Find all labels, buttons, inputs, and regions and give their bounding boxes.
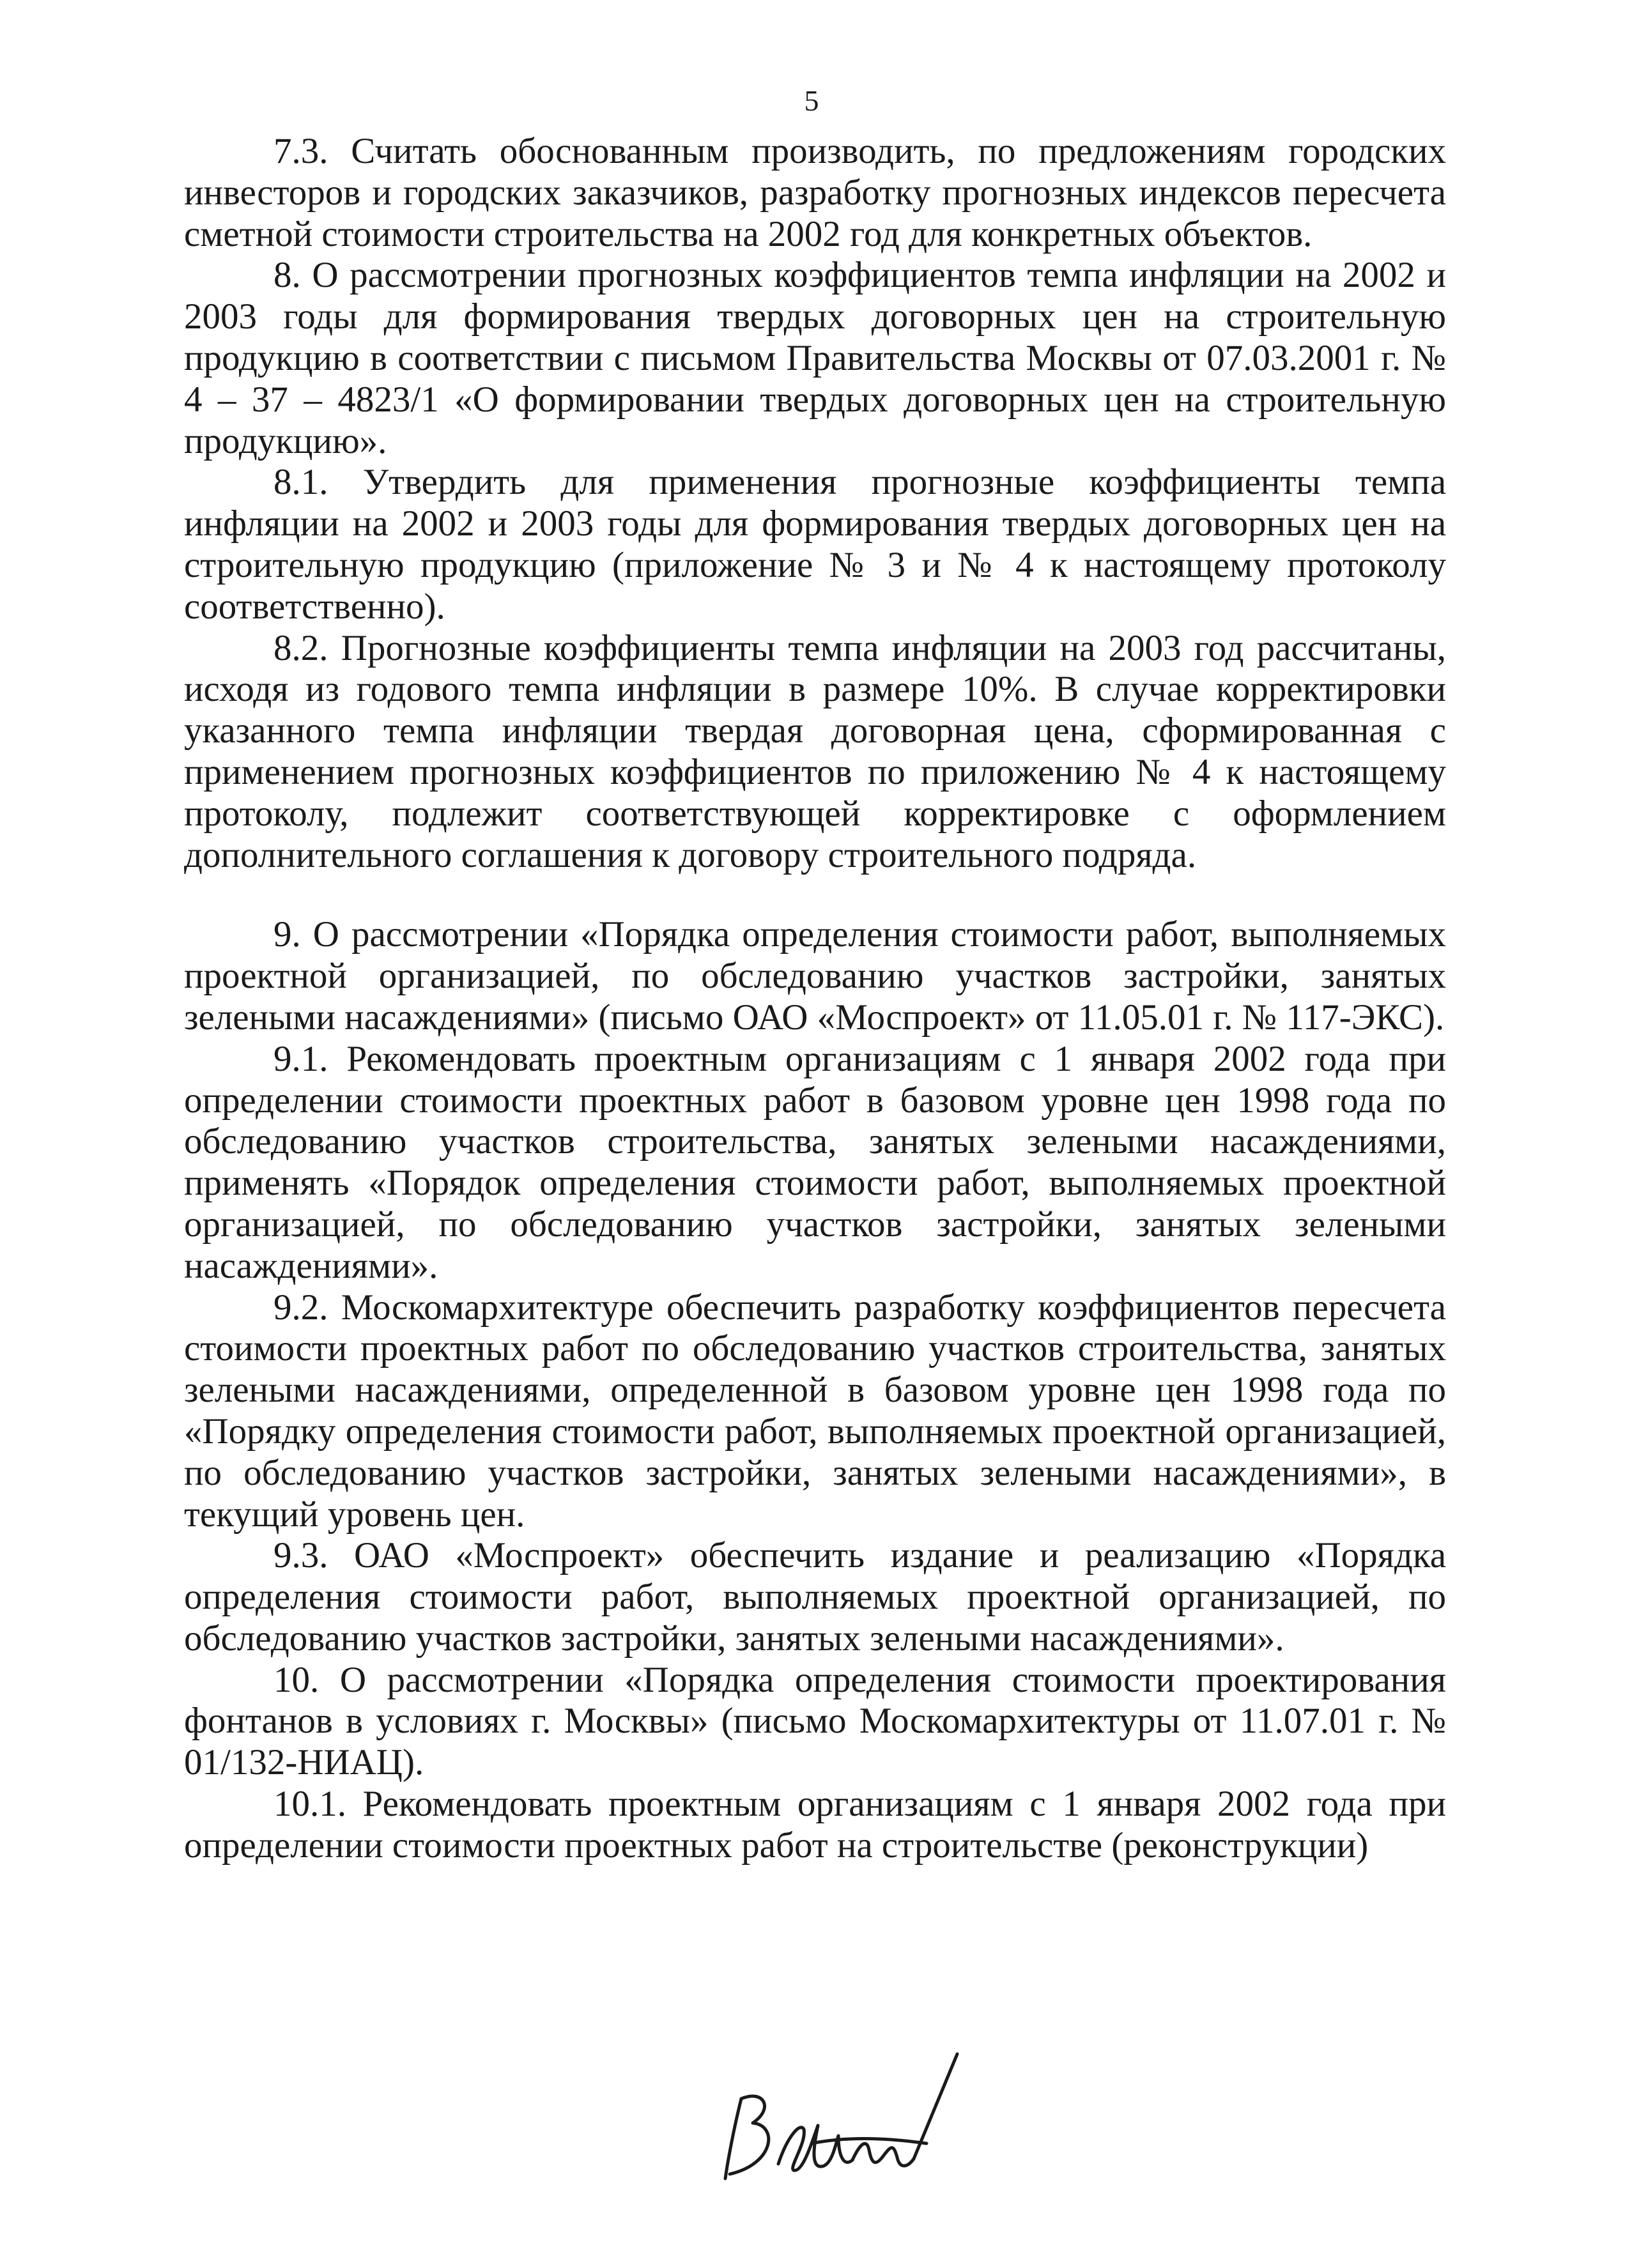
paragraph-9-3: 9.3. ОАО «Моспроект» обеспечить издание и реализацию «Порядка определения стоимости работ, выполняемых проектной организацией, по обследованию участков застройки, занятых зелеными насаждениями». — [184, 1535, 1446, 1659]
paragraph-9: 9. О рассмотрении «Порядка определения стоимости работ, выполняемых проектной организацией, по обследованию участков застройки, занятых зелеными насаждениями» (письмо ОАО «Моспроект» от 11.05.01 г. № 117-ЭКС). — [184, 914, 1446, 1038]
paragraph-9-2: 9.2. Москомархитектуре обеспечить разработку коэффициентов пересчета стоимости проектных работ по обследованию участков строительства, занятых зелеными насаждениями, определенной в базовом уровне цен 1998 года по «Порядку определения стоимости работ, выполняемых проектной организацией, по обследованию участков застройки, занятых зелеными насаждениями», в текущий уровень цен. — [184, 1287, 1446, 1535]
handwritten-signature-icon — [716, 2048, 971, 2201]
paragraph-10: 10. О рассмотрении «Порядка определения стоимости проектирования фонтанов в условиях г. Москвы» (письмо Москомархитектуры от 11.07.01 г. № 01/132-НИАЦ). — [184, 1659, 1446, 1783]
paragraph-7-3: 7.3. Считать обоснованным производить, по предложениям городских инвесторов и городских заказчиков, разработку прогнозных индексов пересчета сметной стоимости строительства на 2002 год для конкретных объектов. — [184, 131, 1446, 254]
page-number: 5 — [804, 84, 819, 117]
paragraph-9-1: 9.1. Рекомендовать проектным организациям с 1 января 2002 года при определении стоимости проектных работ в базовом уровне цен 1998 года по обследованию участков строительства, занятых зелеными насаждениями, применять «Порядок определения стоимости работ, выполняемых проектной организацией, по обследованию участков застройки, занятых зелеными насаждениями». — [184, 1038, 1446, 1286]
paragraph-8-1: 8.1. Утвердить для применения прогнозные коэффициенты темпа инфляции на 2002 и 2003 годы для формирования твердых договорных цен на строительную продукцию (приложение № 3 и № 4 к настоящему протоколу соответственно). — [184, 462, 1446, 627]
paragraph-10-1: 10.1. Рекомендовать проектным организациям с 1 января 2002 года при определении стоимости проектных работ на строительстве (реконструкции) — [184, 1784, 1446, 1866]
document-body — [184, 131, 1446, 1867]
paragraph-8-2: 8.2. Прогнозные коэффициенты темпа инфляции на 2003 год рассчитаны, исходя из годового темпа инфляции в размере 10%. В случае корректировки указанного темпа инфляции твердая договорная цена, сформированная с применением прогнозных коэффициентов по приложению № 4 к настоящему протоколу, подлежит соответствующей корректировке с оформлением дополнительного соглашения к договору строительного подряда. — [184, 627, 1446, 875]
paragraph-8: 8. О рассмотрении прогнозных коэффициентов темпа инфляции на 2002 и 2003 годы для формирования твердых договорных цен на строительную продукцию в соответствии с письмом Правительства Москвы от 07.03.2001 г. № 4 – 37 – 4823/1 «О формировании твердых договорных цен на строительную продукцию». — [184, 255, 1446, 461]
